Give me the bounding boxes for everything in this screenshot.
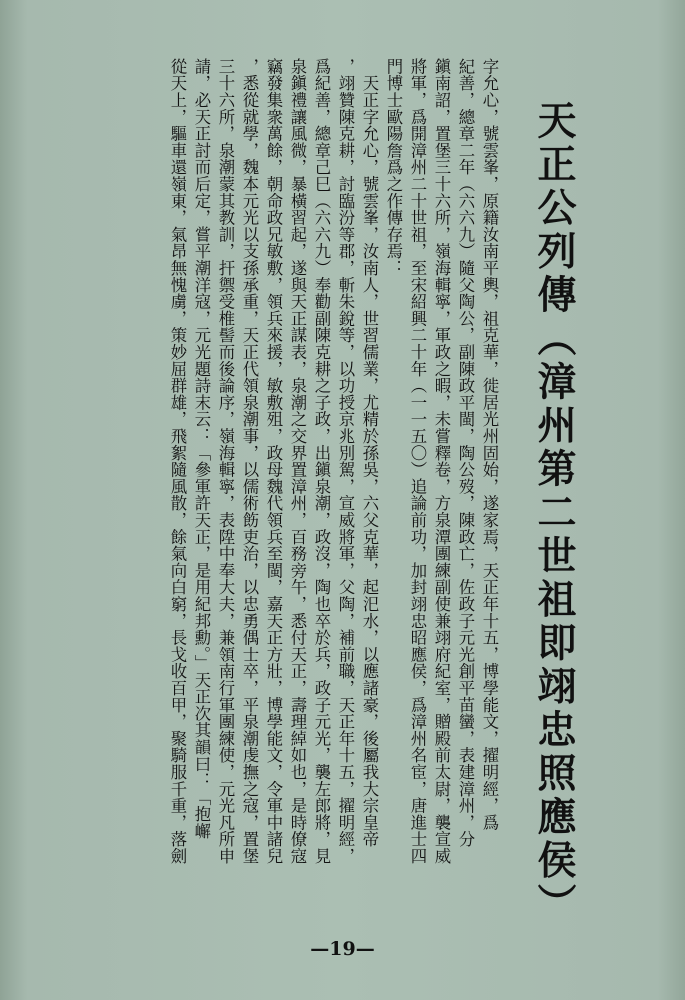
text-column-2: 紀善，總章二年（六六九）隨父陶公，副陳政平閩，陶公歿，陳政亡，佐政子元光創平苗蠻，表建漳州，分 — [456, 58, 475, 848]
text-column-1: 字允心，號雲峯，原籍汝南平輿，祖克華，徙居光州固始，遂家焉，天正年十五，博學能文，擢明經，爲 — [480, 58, 499, 831]
page-number: —19— — [310, 938, 375, 960]
text-column-5: 門博士歐陽詹爲之作傳存焉： — [384, 58, 403, 277]
text-column-12: 三十六所，泉潮蒙其教訓，扞禦受椎髻而後論序，嶺海輯寧，表陞中奉大夫，兼領南行軍團練使，元光凡所申 — [216, 58, 235, 865]
text-column-13: 請，必天正討而后定，嘗平潮洋寇，元光題詩末云：「參軍許天正，是用紀邦勳。」天正次其韻曰：「抱嶰 — [192, 58, 211, 840]
text-column-3: 鎭南詔，置堡三十六所，嶺海輯寧，軍政之暇，未嘗釋卷，方泉潭團練副使兼翊府紀室，贈殿前太尉，襲宣威 — [432, 58, 451, 865]
text-column-8: 爲紀善，總章己巳（六六九）奉勸副陳克耕之子政，出鎭泉潮，政沒，陶也卒於兵，政子元光，襲左郎將，見 — [312, 58, 331, 865]
text-column-6: 天正字允心，號雲峯，汝南人，世習儒業，尤精於孫吳，六父克華，起汜水，以應諸豪，後屬我大宗皇帝 — [360, 58, 379, 848]
text-column-11: ，悉從就學，魏本元光以支孫承重，天正代領泉潮事，以儒術飭吏治，以忠勇偶士卒，平泉潮虔撫之寇，置堡 — [240, 58, 259, 865]
text-column-14: 從天上，驅車還嶺東，氣昂無愧虜，策妙屈群雄，飛絮隨風散，餘氣向白窮，長戈收百甲，聚騎服千重，落劍 — [168, 58, 187, 865]
text-column-9: 泉鎭禮讓風微，暴橫習起，遂與天正謀表，泉潮之交界置漳州，百務旁午，悉付天正，壽理綽如也，是時僚寇 — [288, 58, 307, 865]
text-column-7: ，翊贊陳克耕，討臨汾等郡，斬朱銳等，以功授京兆別駕，宣威將軍，父陶，補前職，天正年十五，擢明經， — [336, 58, 355, 865]
article-title: 天正公列傳（漳州第二世祖即翊忠照應侯） — [531, 100, 577, 927]
text-column-4: 將軍，爲開漳州二十世祖，至宋紹興二十年（一一五〇）追論前功，加封翊忠昭應侯，爲漳州名宦，唐進士四 — [408, 58, 427, 865]
text-column-10: 竊發集衆萬餘，朝命政兄敏敷，領兵來援，敏敷殂，政母魏代領兵至閩，嘉天正方壯，博學能文，令軍中諸兒 — [264, 58, 283, 865]
